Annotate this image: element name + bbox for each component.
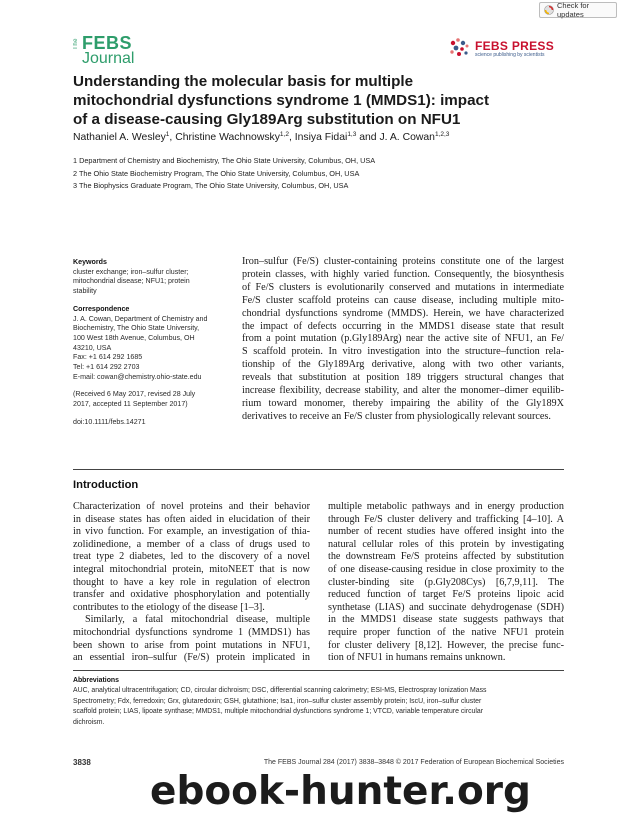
check-for-updates-button[interactable]: [539, 2, 617, 18]
correspondence-heading: Correspondence: [73, 304, 130, 313]
abstract-line: from a point mutation (p.Gly189Arg) near the active site of NFU1, an Fe/: [242, 333, 564, 345]
body-line: in the MMDS1 disease state suggests pathways that: [328, 614, 564, 626]
body-line: multiple metabolic pathways and in energy production: [328, 501, 564, 512]
page-number: 3838: [73, 758, 91, 767]
abstract-line: rium toward monomer, thereby impairing the ability of the Gly189X: [242, 397, 564, 409]
abstract-line: chondrial dysfunctions syndrome (MMDS). Herein, we have characterized: [242, 307, 564, 319]
introduction-left-column: [73, 501, 310, 665]
abbreviations-line: AUC, analytical ultracentrifugation; CD, circular dichroism; DSC, differential scanning calorimetry; ESI-MS, Electrospray Ionization Mass: [73, 687, 487, 695]
body-line: number of recent studies have offered insight into the: [328, 526, 564, 538]
author-name: Christine Wachnowsky: [175, 132, 280, 143]
body-line: of one disease-causing residue in close proximity to the: [328, 563, 564, 575]
check-updates-icon: [544, 5, 554, 15]
author-separator: ,: [288, 132, 295, 143]
check-updates-label: Check for updates: [557, 1, 590, 19]
article-title: [73, 72, 563, 129]
correspondence-line: J. A. Cowan, Department of Chemistry and: [73, 314, 208, 323]
correspondence-email[interactable]: E-mail: cowan@chemistry.ohio-state.edu: [73, 372, 202, 381]
title-line: Understanding the molecular basis for multiple: [73, 73, 414, 90]
correspondence-line: 100 West 18th Avenue, Columbus, OH: [73, 333, 195, 342]
body-line: treat type 2 diabetes, led to the discovery of a novel: [73, 551, 310, 563]
correspondence-line: Tel: +1 614 292 2703: [73, 363, 140, 372]
author-affiliation-mark: 1,2: [279, 131, 289, 138]
affiliation: 3 The Biophysics Graduate Program, The Ohio State University, Columbus, OH, USA: [73, 181, 349, 190]
abstract-line: protein classes, with highly varied function. Consequently, the biosynthesis: [242, 268, 564, 280]
body-line: zolidinedione, a member of a class of drugs used to: [73, 538, 310, 550]
author-affiliation-mark: 1: [165, 131, 170, 138]
keywords-line: cluster exchange; iron–sulfur cluster;: [73, 267, 189, 276]
body-line: through Fe/S cluster delivery and trafficking [4–10]. A: [328, 513, 564, 525]
received-dates: (Received 6 May 2017, revised 28 July: [73, 390, 196, 399]
affiliation: 1 Department of Chemistry and Biochemistry, The Ohio State University, Columbus, OH, USA: [73, 156, 376, 165]
section-divider: [73, 469, 564, 470]
abstract-line: tionship of the Gly189Arg derivative, along with two other variants,: [242, 359, 564, 371]
keywords-line: stability: [73, 287, 97, 296]
body-line: Characterization of novel proteins and their behavior: [73, 501, 310, 512]
abstract-line: the impact of defects occurring in the MMDS1 disease state that result: [242, 320, 564, 332]
affiliations: [73, 155, 563, 193]
abstract-line: increase flexibility, decrease stability, and alter the monomer–dimer equilib-: [242, 385, 564, 397]
abstract-line: of Fe/S clusters is evolutionarily conserved and mutations in intermediate: [242, 281, 564, 293]
author-list: [73, 131, 563, 143]
body-line: natural cellular roles of this protein by investigating: [328, 538, 564, 550]
body-line: been shown to arise from point mutations in NFU1,: [73, 639, 310, 651]
abbreviations: [73, 676, 564, 728]
abstract-line: derivatives to receive an Fe/S cluster from physiologically relevant sources.: [242, 410, 551, 422]
introduction-heading: Introduction: [73, 479, 139, 491]
abstract-line: Fe/S cluster scaffold proteins can cause disease, including multiple mito-: [242, 294, 564, 306]
abbreviations-heading: Abbreviations: [73, 677, 119, 684]
body-line: integral mitochondrial protein, mitoNEET that is now: [73, 563, 310, 575]
body-line: thought to have a key role in regulation of electron: [73, 576, 310, 588]
body-line: reduced function of target Fe/S proteins lipoic acid: [328, 589, 564, 601]
abstract: [242, 256, 564, 424]
author-affiliation-mark: 1,2,3: [434, 131, 450, 138]
abstract-line: Iron–sulfur (Fe/S) cluster-containing proteins constitute one of the largest: [242, 256, 564, 267]
journal-citation: The FEBS Journal 284 (2017) 3838–3848 © 2017 Federation of European Biochemical Societies: [263, 759, 564, 766]
article-meta-sidebar: [73, 258, 233, 428]
febs-press-logo: [448, 37, 558, 61]
keywords-line: mitochondrial disease; NFU1; protein: [73, 277, 190, 286]
body-line: for cluster delivery [8,12]. However, the precise func-: [328, 639, 564, 651]
body-line: cluster-binding site (p.Gly208Cys) [6,7,9,11]. The: [328, 576, 564, 588]
title-line: of a disease-causing Gly189Arg substitution on NFU1: [73, 111, 461, 128]
author-separator: ,: [169, 132, 176, 143]
correspondence-line: Fax: +1 614 292 1685: [73, 353, 143, 362]
body-line: synthetase (LIAS) and succinate dehydrogenase (SDH): [328, 601, 564, 613]
abbreviations-line: Spectrometry; Fdx, ferredoxin; Grx, glutaredoxin; GSH, glutathione; Isa1, iron–sulfur cluster assembly protein; IscU, iron–sulfur cluster: [73, 697, 482, 705]
febs-press-molecule-icon: [448, 37, 472, 59]
febs-press-name: FEBS PRESS: [475, 39, 555, 53]
author-name: J. A. Cowan: [379, 132, 435, 143]
body-line: the downstream Fe/S proteins affected by substitution: [328, 551, 564, 563]
abstract-line: reveals that substitution at position 189 triggers structural changes that: [242, 372, 564, 384]
doi-link[interactable]: doi:10.1111/febs.14271: [73, 417, 146, 426]
affiliation: 2 The Ohio State Biochemistry Program, The Ohio State University, Columbus, OH, USA: [73, 168, 360, 178]
title-line: mitochondrial dysfunctions syndrome 1 (MMDS1): impact: [73, 92, 490, 109]
correspondence-line: Biochemistry, The Ohio State University,: [73, 324, 200, 333]
abstract-line: S scaffold protein. In vitro investigation into the structure–function rela-: [242, 346, 564, 358]
logo-the: The: [73, 38, 79, 50]
author-separator: and: [356, 132, 380, 143]
abbreviations-line: dichroism.: [73, 718, 105, 726]
body-line: an essential iron–sulfur (Fe/S) protein implicated in: [73, 652, 310, 664]
keywords-heading: Keywords: [73, 258, 107, 266]
body-line: require proper function of the native NFU1 protein: [328, 626, 564, 638]
author-name: Nathaniel A. Wesley: [73, 132, 166, 143]
body-line: in vivo function. For example, an investigation of thia-: [73, 526, 310, 538]
author-affiliation-mark: 1,3: [347, 131, 357, 138]
body-line: mitochondrial dysfunctions syndrome 1 (MMDS1) has: [73, 626, 310, 638]
logo-febs: FEBS: [82, 33, 133, 53]
correspondence-line: 43210, USA: [73, 343, 112, 352]
body-line: contributes to the etiology of the disease [1–3].: [73, 601, 265, 613]
watermark-text: ebook-hunter.org: [150, 769, 531, 814]
body-line: Similarly, a fatal mitochondrial disease, multiple: [85, 614, 310, 626]
introduction-right-column: [328, 501, 564, 665]
body-line: in disease states has often aided in elucidation of their: [73, 513, 310, 525]
abbreviations-line: scaffold protein; LIAS, lipoate synthase; MMDS1, multiple mitochondrial dysfunctions syndrome 1; VTCD, variable temperature circular: [73, 708, 484, 716]
febs-journal-logo: [73, 34, 141, 70]
body-line: tion of NFU1 in humans remains unknown.: [328, 652, 506, 664]
author-name: Insiya Fidai: [294, 132, 348, 143]
febs-press-tagline: science publishing by scientists: [475, 52, 545, 58]
abbreviations-divider: [73, 670, 564, 671]
body-line: transfer and oxidative phosphorylation and potentially: [73, 589, 310, 601]
logo-journal: Journal: [82, 50, 135, 67]
received-dates: 2017, accepted 11 September 2017): [73, 400, 188, 409]
